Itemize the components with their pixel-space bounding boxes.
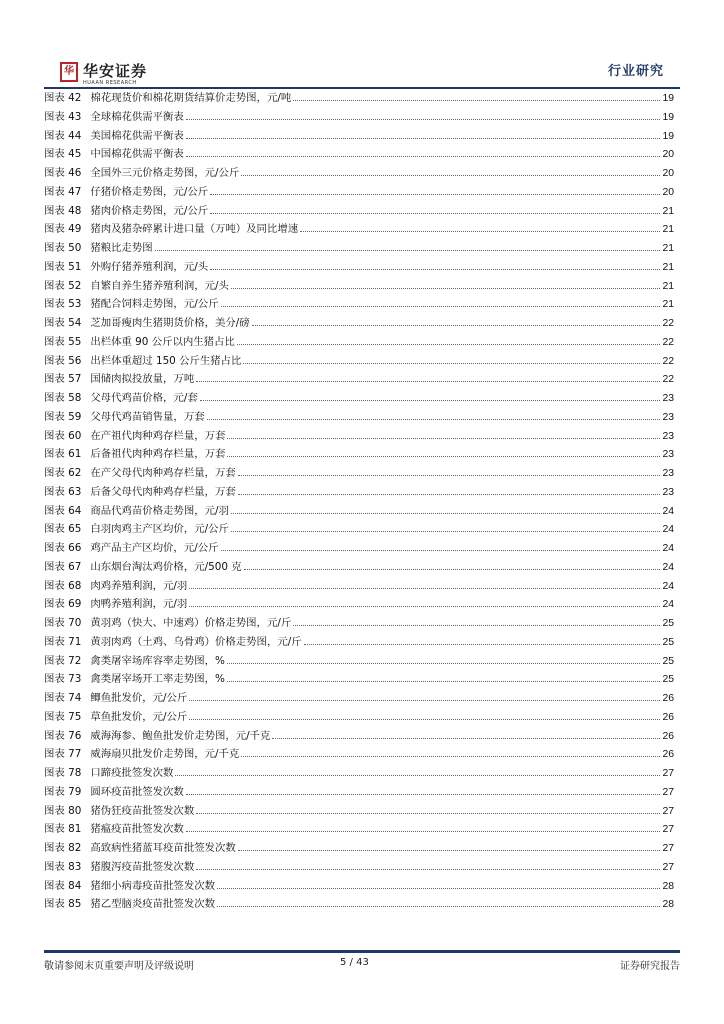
toc-entry[interactable]: [44, 295, 674, 314]
figure-number: 图表 55: [44, 335, 82, 348]
dot-leader: [241, 174, 660, 176]
figure-number: 图表 72: [44, 654, 82, 667]
figure-page-number: 27: [662, 786, 674, 798]
figure-page-number: 23: [662, 486, 674, 498]
figure-page-number: 22: [662, 318, 674, 329]
dot-leader: [241, 755, 660, 757]
figure-title: 商品代鸡苗价格走势图，元/羽: [90, 504, 229, 517]
figure-title: 后备祖代肉种鸡存栏量，万套: [90, 448, 226, 461]
toc-entry[interactable]: [44, 427, 674, 446]
dot-leader: [196, 812, 660, 814]
figure-page-number: 21: [662, 205, 674, 217]
figure-number: 图表 47: [44, 185, 82, 198]
toc-entry[interactable]: [44, 277, 674, 296]
figure-title: 黄羽鸡（快大、中速鸡）价格走势图，元/斤: [90, 617, 292, 629]
figure-number: 图表 69: [44, 598, 82, 611]
toc-entry[interactable]: [44, 370, 674, 389]
figure-page-number: 26: [662, 711, 674, 723]
figure-page-number: 20: [662, 186, 674, 198]
figure-title: 出栏体重 90 公斤以内生猪占比: [90, 335, 235, 348]
dot-leader: [237, 343, 661, 345]
figure-number: 图表 57: [44, 373, 82, 386]
figure-title: 国储肉拟投放量，万吨: [90, 373, 195, 386]
figure-title: 猪伪狂疫苗批签发次数: [90, 804, 195, 817]
toc-entry[interactable]: [44, 108, 674, 127]
dot-leader: [217, 905, 660, 907]
figure-page-number: 19: [662, 111, 674, 123]
dot-leader: [293, 99, 660, 101]
dot-leader: [200, 399, 661, 401]
toc-entry[interactable]: [44, 877, 674, 896]
figure-number: 图表 81: [44, 823, 82, 836]
toc-entry[interactable]: [44, 408, 674, 427]
figure-number: 图表 73: [44, 673, 82, 686]
dot-leader: [221, 549, 661, 551]
dot-leader: [189, 718, 660, 720]
figure-title: 出栏体重超过 150 公斤生猪占比: [90, 354, 242, 367]
figure-title: 全国外三元价格走势图，元/公斤: [90, 167, 240, 179]
figure-number: 图表 75: [44, 710, 82, 723]
figure-title: 外购仔猪养殖利润，元/头: [90, 260, 209, 273]
toc-entry[interactable]: [44, 895, 674, 914]
toc-entry[interactable]: [44, 502, 674, 521]
dot-leader: [186, 137, 661, 139]
dot-leader: [210, 268, 660, 270]
figure-title: 山东烟台淘汰鸡价格，元/500 克: [90, 560, 242, 573]
toc-entry[interactable]: [44, 145, 674, 164]
figure-page-number: 27: [662, 768, 674, 779]
figure-title: 在产祖代肉种鸡存栏量，万套: [90, 429, 226, 442]
toc-entry[interactable]: [44, 164, 674, 183]
figure-title: 猪瘟疫苗批签发次数: [90, 823, 184, 836]
figure-title: 自繁自养生猪养殖利润，元/头: [90, 279, 229, 292]
figure-page-number: 23: [662, 393, 674, 404]
figure-page-number: 25: [662, 674, 674, 686]
toc-entry[interactable]: [44, 745, 674, 764]
figure-number: 图表 80: [44, 804, 82, 817]
dot-leader: [238, 474, 661, 476]
figure-title: 高致病性猪蓝耳疫苗批签发次数: [90, 842, 236, 854]
figure-number: 图表 79: [44, 785, 82, 798]
dot-leader: [221, 305, 661, 307]
figure-number: 图表 46: [44, 167, 82, 179]
toc-entry[interactable]: [44, 202, 674, 221]
figure-page-number: 23: [662, 468, 674, 479]
figure-page-number: 27: [662, 805, 674, 817]
toc-entry[interactable]: [44, 183, 674, 202]
figure-page-number: 21: [662, 261, 674, 273]
figure-title: 禽类屠宰场开工率走势图，%: [90, 673, 225, 686]
figure-page-number: 26: [662, 730, 674, 742]
toc-entry[interactable]: [44, 689, 674, 708]
toc-entry[interactable]: [44, 633, 674, 652]
figure-number: 图表 53: [44, 298, 82, 311]
dot-leader: [189, 587, 660, 589]
figure-number: 图表 50: [44, 242, 82, 254]
logo-mark-icon: 华: [60, 62, 78, 82]
toc-entry[interactable]: [44, 614, 674, 633]
dot-leader: [231, 287, 661, 289]
figure-page-number: 22: [662, 336, 674, 348]
figure-page-number: 24: [662, 561, 674, 573]
dot-leader: [186, 830, 661, 832]
figure-number: 图表 56: [44, 354, 82, 367]
figure-number: 图表 51: [44, 260, 82, 273]
figure-title: 肉鸡养殖利润，元/羽: [90, 579, 188, 592]
dot-leader: [186, 793, 661, 795]
toc-entry[interactable]: [44, 483, 674, 502]
toc-entry[interactable]: [44, 708, 674, 727]
figure-number: 图表 83: [44, 860, 82, 873]
toc-entry[interactable]: [44, 652, 674, 671]
figure-page-number: 25: [662, 655, 674, 667]
toc-entry[interactable]: [44, 333, 674, 352]
figure-number: 图表 82: [44, 842, 82, 854]
figure-number: 图表 76: [44, 729, 82, 742]
figure-title: 草鱼批发价，元/公斤: [90, 710, 188, 723]
disclaimer-text: 敬请参阅末页重要声明及评级说明: [44, 961, 194, 972]
toc-entry[interactable]: [44, 820, 674, 839]
figure-page-number: 20: [662, 149, 674, 161]
figure-page-number: 26: [662, 749, 674, 761]
logo-english-name: HUAAN RESEARCH: [83, 80, 137, 86]
figure-title: 猪腹泻疫苗批签发次数: [90, 860, 195, 873]
toc-entry[interactable]: [44, 670, 674, 689]
toc-entry[interactable]: [44, 595, 674, 614]
figure-number: 图表 59: [44, 410, 82, 423]
figure-number: 图表 65: [44, 523, 82, 536]
toc-entry[interactable]: [44, 220, 674, 239]
figure-page-number: 23: [662, 449, 674, 461]
figure-number: 图表 85: [44, 898, 82, 911]
figure-page-number: 20: [662, 168, 674, 179]
figure-number: 图表 58: [44, 392, 82, 404]
figure-number: 图表 62: [44, 467, 82, 479]
dot-leader: [227, 437, 660, 439]
figure-title: 猪乙型脑炎疫苗批签发次数: [90, 898, 215, 911]
figure-page-number: 22: [662, 355, 674, 367]
dot-leader: [272, 737, 660, 739]
figure-page-number: 25: [662, 618, 674, 629]
figure-number: 图表 60: [44, 429, 82, 442]
figure-title: 父母代鸡苗价格，元/套: [90, 392, 198, 404]
figure-number: 图表 84: [44, 879, 82, 892]
toc-entry[interactable]: [44, 558, 674, 577]
toc-entry[interactable]: [44, 239, 674, 258]
dot-leader: [244, 568, 661, 570]
dot-leader: [210, 193, 660, 195]
figure-title: 黄羽肉鸡（土鸡、乌骨鸡）价格走势图，元/斤: [90, 635, 302, 648]
dot-leader: [304, 643, 661, 645]
document-type: 证券研究报告: [620, 961, 680, 972]
figure-page-number: 28: [662, 899, 674, 911]
dot-leader: [300, 230, 660, 232]
figure-title: 猪粮比走势图: [90, 242, 153, 254]
figure-page-number: 19: [662, 93, 674, 104]
figure-number: 图表 64: [44, 504, 82, 517]
toc-entry[interactable]: [44, 89, 674, 108]
figure-page-number: 25: [662, 636, 674, 648]
dot-leader: [231, 512, 661, 514]
figure-page-number: 24: [662, 524, 674, 536]
dot-leader: [231, 530, 661, 532]
dot-leader: [210, 212, 660, 214]
figure-number: 图表 48: [44, 204, 82, 217]
figure-number: 图表 67: [44, 560, 82, 573]
figure-title: 威海扇贝批发价走势图，元/千克: [90, 748, 240, 761]
dot-leader: [293, 624, 660, 626]
figure-title: 威海海参、鲍鱼批发价走势图，元/千克: [90, 729, 271, 742]
figure-number: 图表 44: [44, 129, 82, 142]
figure-title: 猪细小病毒疫苗批签发次数: [90, 879, 215, 892]
page-header: [44, 54, 680, 92]
figure-page-number: 28: [662, 880, 674, 892]
dot-leader: [227, 662, 661, 664]
footer-divider: [44, 950, 680, 953]
figure-page-number: 24: [662, 505, 674, 517]
dot-leader: [175, 774, 660, 776]
dot-leader: [238, 849, 661, 851]
figure-number: 图表 71: [44, 635, 82, 648]
dot-leader: [227, 680, 661, 682]
figure-title: 鸡产品主产区均价，元/公斤: [90, 542, 219, 554]
dot-leader: [196, 868, 660, 870]
figure-title: 棉花现货价和棉花期货结算价走势图，元/吨: [90, 92, 292, 104]
toc-entry[interactable]: [44, 764, 674, 783]
dot-leader: [196, 380, 660, 382]
figure-page-number: 23: [662, 430, 674, 442]
figure-number: 图表 43: [44, 110, 82, 123]
figure-number: 图表 45: [44, 148, 82, 161]
figure-title: 禽类屠宰场库容率走势图，%: [90, 654, 225, 667]
dot-leader: [238, 493, 661, 495]
figure-number: 图表 52: [44, 279, 82, 292]
figure-page-number: 27: [662, 861, 674, 873]
toc-entry[interactable]: [44, 389, 674, 408]
company-logo: [60, 60, 180, 90]
figure-title: 父母代鸡苗销售量，万套: [90, 410, 205, 423]
figure-page-number: 23: [662, 411, 674, 423]
figure-page-number: 26: [662, 693, 674, 704]
toc-entry[interactable]: [44, 839, 674, 858]
figure-number: 图表 63: [44, 485, 82, 498]
figure-number: 图表 68: [44, 579, 82, 592]
figure-title: 猪肉及猪杂碎累计进口量（万吨）及同比增速: [90, 223, 299, 236]
figure-number: 图表 77: [44, 748, 82, 761]
figure-title: 仔猪价格走势图，元/公斤: [90, 185, 209, 198]
dot-leader: [217, 887, 660, 889]
figure-page-number: 24: [662, 543, 674, 554]
dot-leader: [186, 155, 661, 157]
figure-title: 美国棉花供需平衡表: [90, 129, 184, 142]
figure-number: 图表 74: [44, 692, 82, 704]
toc-entry[interactable]: [44, 352, 674, 371]
figure-number: 图表 54: [44, 317, 82, 329]
table-of-figures: [44, 89, 674, 914]
dot-leader: [155, 249, 661, 251]
figure-number: 图表 78: [44, 767, 82, 779]
figure-page-number: 21: [662, 243, 674, 254]
dot-leader: [189, 605, 660, 607]
toc-entry[interactable]: [44, 802, 674, 821]
page-number: 5 / 43: [340, 957, 369, 968]
dot-leader: [252, 324, 661, 326]
dot-leader: [227, 455, 660, 457]
figure-title: 口蹄疫批签发次数: [90, 767, 174, 779]
toc-entry[interactable]: [44, 858, 674, 877]
toc-entry[interactable]: [44, 445, 674, 464]
figure-title: 中国棉花供需平衡表: [90, 148, 184, 161]
dot-leader: [243, 362, 660, 364]
figure-title: 后备父母代肉种鸡存栏量，万套: [90, 485, 236, 498]
figure-page-number: 22: [662, 374, 674, 386]
figure-number: 图表 70: [44, 617, 82, 629]
dot-leader: [189, 699, 660, 701]
figure-title: 在产父母代肉种鸡存栏量，万套: [90, 467, 236, 479]
figure-title: 猪肉价格走势图，元/公斤: [90, 204, 209, 217]
toc-entry[interactable]: [44, 577, 674, 596]
dot-leader: [186, 118, 661, 120]
dot-leader: [207, 418, 661, 420]
figure-title: 猪配合饲料走势图，元/公斤: [90, 298, 219, 311]
toc-entry[interactable]: [44, 539, 674, 558]
figure-page-number: 27: [662, 824, 674, 836]
figure-number: 图表 61: [44, 448, 82, 461]
figure-title: 白羽肉鸡主产区均价，元/公斤: [90, 523, 229, 536]
figure-title: 肉鸭养殖利润，元/羽: [90, 598, 188, 611]
logo-name: 华安证券: [83, 62, 148, 80]
figure-page-number: 27: [662, 843, 674, 854]
figure-title: 鲫鱼批发价，元/公斤: [90, 692, 188, 704]
figure-title: 圆环疫苗批签发次数: [90, 785, 184, 798]
toc-entry[interactable]: [44, 314, 674, 333]
figure-title: 全球棉花供需平衡表: [90, 110, 184, 123]
figure-page-number: 21: [662, 299, 674, 311]
toc-entry[interactable]: [44, 727, 674, 746]
toc-entry[interactable]: [44, 127, 674, 146]
toc-entry[interactable]: [44, 464, 674, 483]
toc-entry[interactable]: [44, 783, 674, 802]
toc-entry[interactable]: [44, 520, 674, 539]
figure-number: 图表 66: [44, 542, 82, 554]
figure-page-number: 21: [662, 280, 674, 292]
figure-page-number: 24: [662, 599, 674, 611]
figure-page-number: 24: [662, 580, 674, 592]
figure-page-number: 19: [662, 130, 674, 142]
figure-number: 图表 49: [44, 223, 82, 236]
toc-entry[interactable]: [44, 258, 674, 277]
figure-page-number: 21: [662, 224, 674, 236]
figure-title: 芝加哥瘦肉生猪期货价格，美分/磅: [90, 317, 250, 329]
section-title: 行业研究: [607, 64, 664, 79]
figure-number: 图表 42: [44, 92, 82, 104]
